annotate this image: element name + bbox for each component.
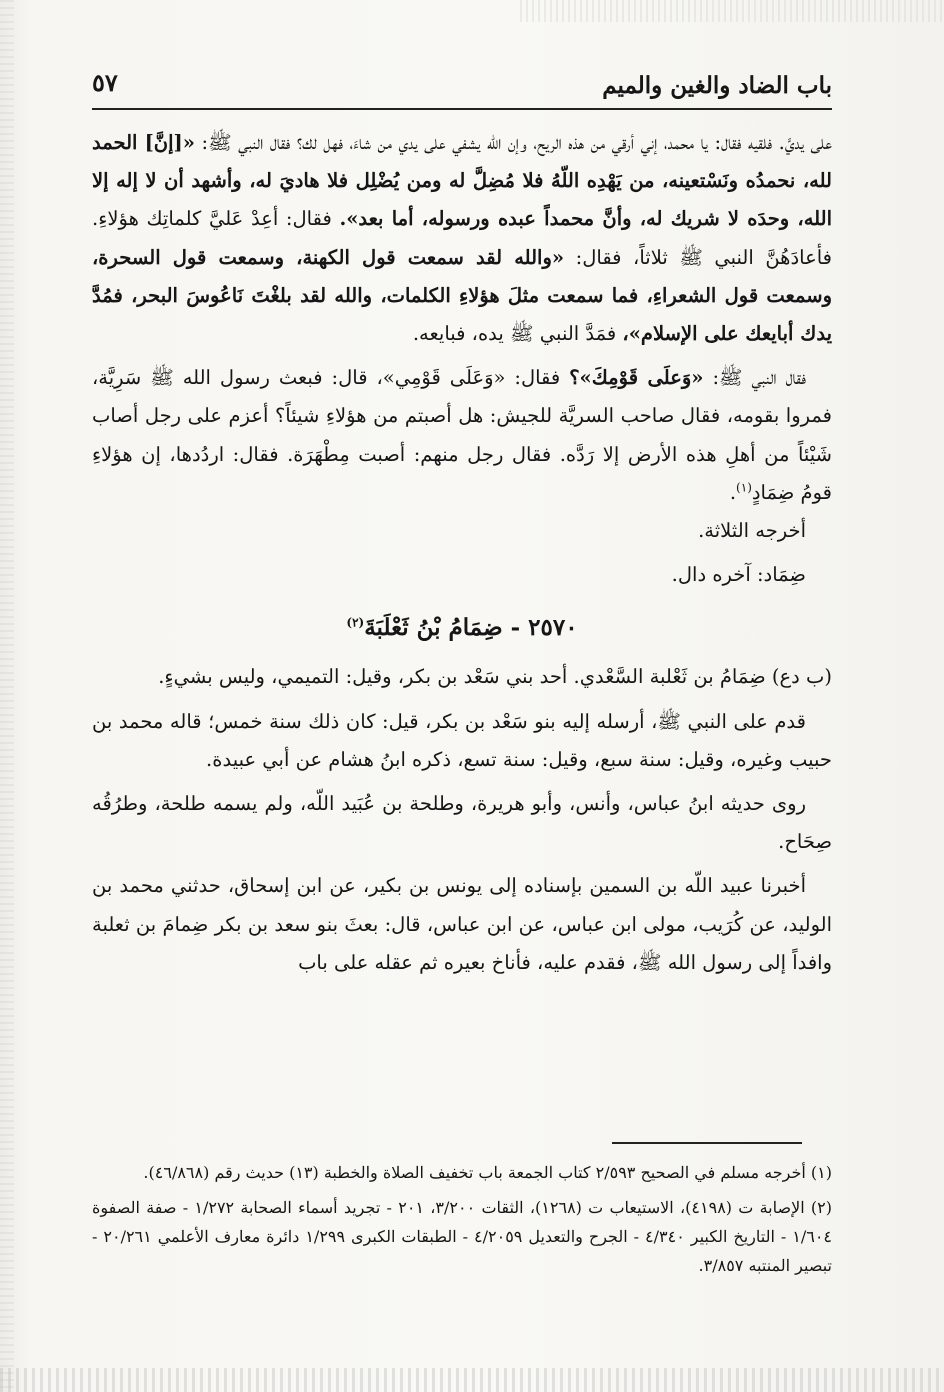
sermon-quote: «[إنَّ] الحمد لله، نحمدُه ونَسْتعينه، من يَهْدِه اللّهُ فلا مُضِلَّ له ومن يُضْلِل فلا هاديَ له، وأشهد أن لا إله إلا الله، وحدَه لا شريك له، وأنَّ محمداً عبده ورسوله، أما بعد». — [92, 131, 832, 231]
entry-heading — [92, 608, 832, 648]
paragraph-2-end: . — [729, 480, 737, 504]
scan-edge-bottom — [0, 1368, 944, 1392]
paragraph-7: روى حديثه ابنُ عباس، وأنس، وأبو هريرة، وطلحة بن عُبَيد اللّه، ولم يسمه طلحة، وطرُقُه صِحَاح. — [92, 792, 832, 854]
running-title: باب الضاد والغين والميم — [602, 72, 832, 99]
header-rule — [92, 108, 832, 110]
paragraph-2-text: فقال: «وَعَلَى قَوْمِي»، قال: فبعث رسول الله ﷺ سَرِيَّة، فمروا بقومه، فقال صاحب السريَّة للجيش: هل أصبتم من هؤلاءِ شيئاً؟ أعزم على رجل أصاب شَيْئاً من أهلِ هذه الأرض إلا رَدَّه. فقال رجل منهم: أصبت مِطْهَرَة. فقال: اردُدها، إن هؤلاءِ قومُ ضِمَادٍ — [92, 366, 832, 504]
main-text — [92, 124, 832, 982]
footnote-2: (٢) الإصابة ت (٤١٩٨)، الاستيعاب ت (١٢٦٨)، الثقات ٣/٢٠٠، ٢٠١ - تجريد أسماء الصحابة ١/٢٧٢ - صفة الصفوة ١/٦٠٤ - التاريخ الكبير ٤/٣٤٠ - الجرح والتعديل ٤/٢٠٥٩ - الطبقات الكبرى ١/٢٩٩ دائرة معارف الأعلمي ٢٠/٢٦١ - تبصير المنتبه ٣/٨٥٧. — [92, 1198, 833, 1275]
page-number: ٥٧ — [92, 68, 118, 97]
paragraph-4: ضِمَاد: آخره دال. — [671, 563, 806, 587]
footnotes — [92, 1158, 832, 1286]
paragraph-5: (ب دع) ضِمَامُ بن ثَعْلبة السَّعْدي. أحد بني سَعْد بن بكر، وقيل: التميمي، وليس بشيءٍ. — [158, 665, 832, 689]
paragraph-1-continuation: فقال: أعِدْ عَليَّ كلماتِك هؤلاءِ. فأعادَهُنَّ النبي ﷺ ثلاثاً، فقال: — [92, 207, 832, 269]
paragraph-6: قدم على النبي ﷺ، أرسله إليه بنو سَعْد بن بكر، قيل: كان ذلك سنة خمس؛ قاله محمد بن حبيب وغيره، وقيل: سنة سبع، وقيل: سنة تسع، ذكره ابنُ هشام عن أبي عبيدة. — [92, 709, 832, 771]
paragraph-1 — [92, 124, 832, 353]
scan-edge-left — [0, 0, 14, 1392]
paragraph-1-text: على يديَّ. فلقيه فقال: يا محمد، إني أرقي من هذه الريح، وإن الله يشفي على يدي من شاءَ، فهل لك؟ فقال النبي ﷺ: — [201, 131, 832, 154]
paragraph-3: أخرجه الثلاثة. — [698, 519, 806, 543]
footnote-rule — [612, 1142, 802, 1144]
scan-edge-top — [520, 0, 944, 22]
prophet-quote: «وَعلَى قَوْمِكَ»؟ — [569, 366, 704, 390]
paragraph-1-end: فمَدَّ النبي ﷺ يده، فبايعه. — [412, 322, 617, 346]
paragraph-2 — [92, 359, 832, 512]
entry-heading-text: ٢٥٧٠ - ضِمَامُ بْنُ ثَعْلَبَةَ — [364, 614, 578, 642]
footnote-ref-1: (١) — [736, 480, 752, 495]
dimad-quote: «والله لقد سمعت قول الكهنة، وسمعت قول السحرة، وسمعت قول الشعراءِ، فما سمعت مثلَ هؤلاءِ الكلمات، والله لقد بلغْتَ نَاعُوسَ البحر، فمُدَّ يدك أبايعك على الإسلام»، — [92, 245, 832, 346]
footnote-1: (١) أخرجه مسلم في الصحيح ٢/٥٩٣ كتاب الجمعة باب تخفيف الصلاة والخطبة (١٣) حديث رقم (٤٦/٨٦٨). — [143, 1163, 832, 1182]
paragraph-8: أخبرنا عبيد اللّه بن السمين بإسناده إلى يونس بن بكير، عن ابن إسحاق، حدثني محمد بن الوليد، عن كُرَيب، مولى ابن عباس، عن ابن عباس، قال: بعثَ بنو سعد بن بكر ضِمامَ بن ثعلبة وافداً إلى رسول الله ﷺ، فقدم عليه، فأناخ بعيره ثم عقله على باب — [92, 874, 832, 974]
page-header — [92, 66, 832, 106]
paragraph-2-start: فقال النبي ﷺ: — [712, 366, 807, 390]
footnote-ref-2: (٢) — [346, 615, 365, 630]
